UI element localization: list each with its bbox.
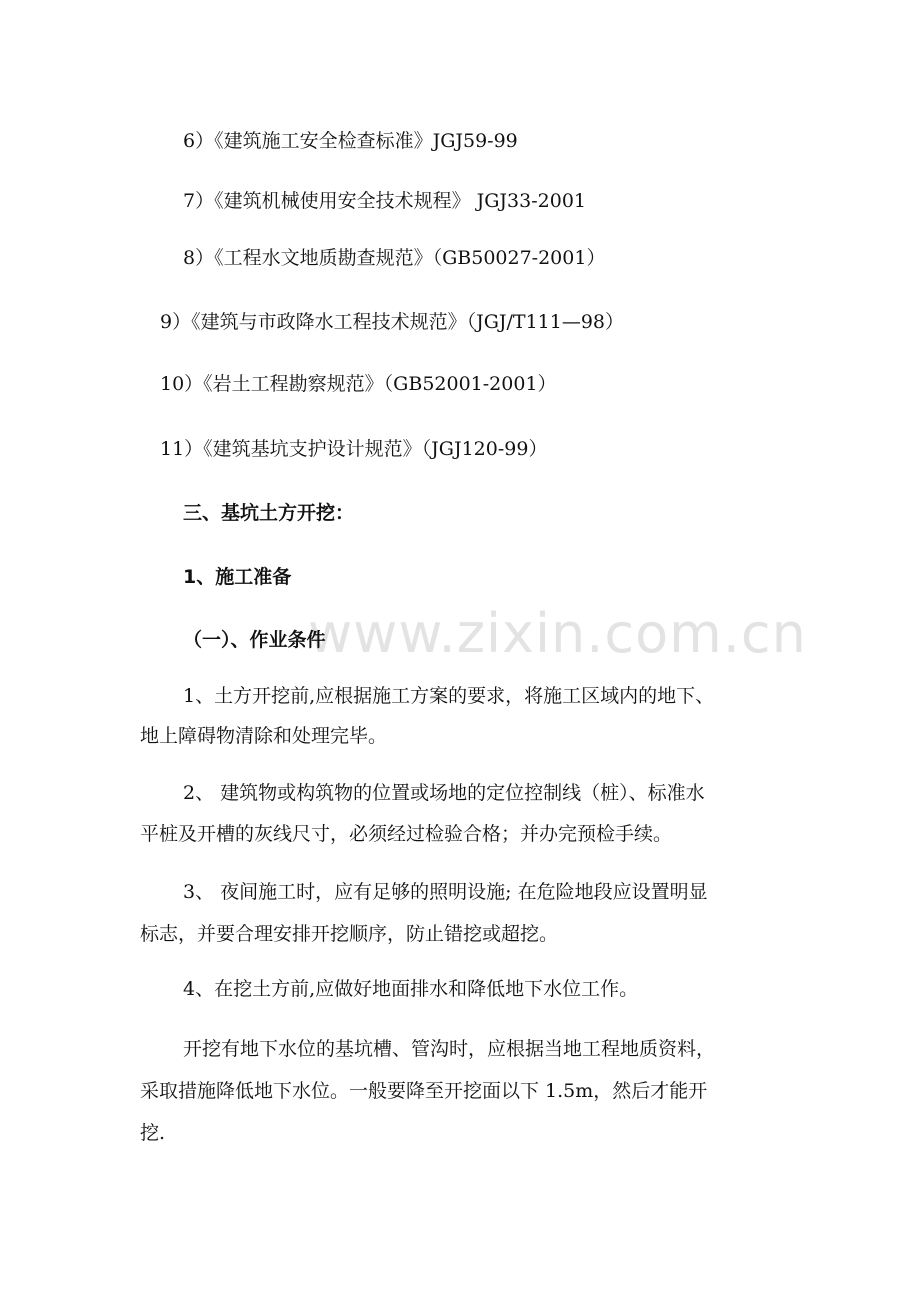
paragraph-line: 4、在挖土方前,应做好地面排水和降低地下水位工作。: [183, 978, 639, 1000]
reference-item: 11）《建筑基坑支护设计规范》（JGJ120-99）: [160, 438, 548, 460]
paragraph-line: 1、土方开挖前,应根据施工方案的要求，将施工区域内的地下、: [183, 685, 715, 707]
reference-item: 6）《建筑施工安全检查标准》JGJ59-99: [183, 130, 518, 152]
sub-subsection-heading: （一）、作业条件: [183, 629, 326, 651]
paragraph-line: 标志，并要合理安排开挖顺序，防止错挖或超挖。: [140, 923, 559, 945]
reference-item: 10）《岩土工程勘察规范》（GB52001-2001）: [160, 373, 557, 395]
section-heading: 三、基坑土方开挖：: [183, 502, 355, 524]
paragraph-line: 平桩及开槽的灰线尺寸，必须经过检验合格；并办完预检手续。: [140, 823, 673, 845]
paragraph-line: 开挖有地下水位的基坑槽、管沟时，应根据当地工程地质资料，: [183, 1038, 716, 1060]
watermark: www.zixin.com.cn: [308, 602, 807, 665]
paragraph-line: 3、 夜间施工时，应有足够的照明设施; 在危险地段应设置明显: [183, 881, 708, 903]
paragraph-line: 2、 建筑物或构筑物的位置或场地的定位控制线（桩）、标准水: [183, 782, 705, 804]
subsection-heading: 1、施工准备: [183, 566, 292, 588]
reference-item: 9）《建筑与市政降水工程技术规范》（JGJ/T111—98）: [160, 311, 625, 333]
reference-item: 8）《工程水文地质勘查规范》（GB50027-2001）: [183, 247, 606, 269]
paragraph-line: 采取措施降低地下水位。一般要降至开挖面以下 1.5m，然后才能开: [140, 1080, 708, 1102]
paragraph-line: 挖.: [140, 1122, 166, 1144]
reference-item: 7）《建筑机械使用安全技术规程》 JGJ33-2001: [183, 190, 586, 212]
paragraph-line: 地上障碍物清除和处理完毕。: [140, 725, 388, 747]
